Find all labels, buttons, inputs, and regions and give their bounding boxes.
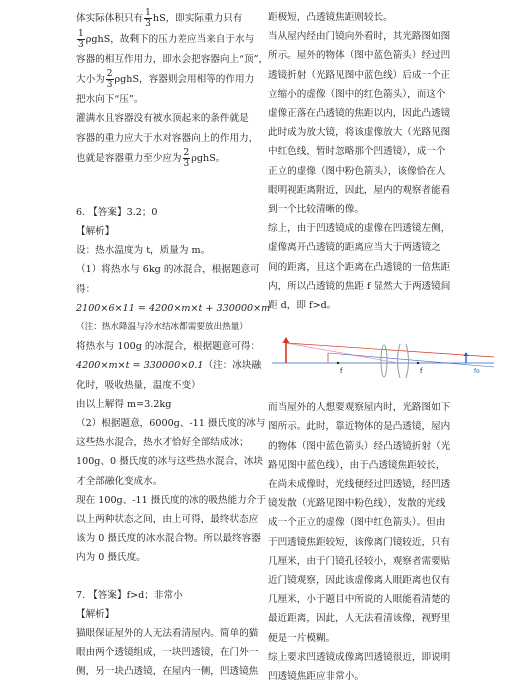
fraction-denominator: 3 xyxy=(145,19,151,29)
paragraph-line: 该为 0 摄氏度的冰水混合物。所以最终容器 xyxy=(76,533,261,545)
fraction-denominator: 3 xyxy=(183,158,190,169)
paragraph-line: 得： xyxy=(76,283,96,295)
paragraph-line: 100g、0 摄氏度的冰与这些热水混合，冰块 xyxy=(76,456,264,468)
paragraph-line: 几厘米，由于门镜孔径较小，观察者需要贴 xyxy=(268,555,451,567)
paragraph-line: 现在 100g、-11 摄氏度的冰的吸热能力介于 xyxy=(76,494,266,506)
fraction xyxy=(183,148,191,169)
paragraph-line: 到一个比较清晰的像。 xyxy=(268,204,364,216)
concave-lens xyxy=(398,344,409,378)
paragraph-line: 而当屋外的人想要观察屋内时，光路图如下 xyxy=(268,402,451,414)
paragraph-line: 透镜折射（光路见图中蓝色线）后成一个正 xyxy=(268,69,451,81)
paragraph-line xyxy=(76,8,276,29)
text: ρghS，故剩下的压力差应当来自于水与 xyxy=(85,34,255,45)
object-arrowhead xyxy=(464,352,469,356)
optics-diagram xyxy=(268,323,498,388)
paragraph-line: 在尚未成像时，光线便经过凹透镜，经凹透 xyxy=(268,479,451,491)
paragraph-line xyxy=(76,29,276,50)
paragraph-line: 立缩小的虚像（图中的红色箭头），而这个 xyxy=(268,88,446,100)
paragraph-line: 于凹透镜焦距较短，该像离门镜较近，只有 xyxy=(268,536,451,548)
paragraph-line xyxy=(76,148,276,169)
fraction-denominator: 3 xyxy=(78,40,84,50)
paragraph-line: 把水向下“压”。 xyxy=(76,94,144,106)
paragraph-line: 眼明视距离附近，因此，屋内的观察者能看 xyxy=(268,184,451,196)
paragraph-line: 中红色线，暂时忽略那个凹透镜），成一个 xyxy=(268,146,446,158)
paragraph-line: 距极短，凸透镜焦距则较长。 xyxy=(268,12,393,23)
paragraph-line: 容器的重力应大于水对容器向上的作用力， xyxy=(76,132,259,144)
paragraph-line: 最近距离，因此，人无法看清该像，视野里 xyxy=(268,613,451,625)
paragraph-line: 距 d，即 f>d。 xyxy=(268,300,337,312)
paragraph-line: （注：热水降温与冷水结冰都需要放出热量） xyxy=(76,322,248,333)
paragraph-line: 这些热水混合，热水才恰好全部结成冰； xyxy=(76,437,249,449)
ray-diagram-svg xyxy=(268,323,498,385)
paragraph-line: 内，所以凸透镜的焦距 f 显然大于两透镜间 xyxy=(268,280,451,292)
paragraph-line: 正立的虚像（图中粉色箭头），该像恰在人 xyxy=(268,165,446,177)
paragraph-line: 眼由两个透镜组成，一块凹透镜，在门外一 xyxy=(76,647,259,659)
focal-label: f xyxy=(340,367,343,376)
red-ray xyxy=(286,343,494,357)
paragraph-line: 图所示。此时，靠近物体的是凸透镜，屋内 xyxy=(268,421,451,433)
paragraph-line: 当从屋内经由门镜向外看时，其光路图如图 xyxy=(268,31,451,43)
analysis-label: 【解析】 xyxy=(76,226,115,238)
paragraph-line: （2）根据题意，6000g、-11 摄氏度的冰与 xyxy=(76,418,266,430)
paragraph-line: 猫眼保证屋外的人无法看清屋内。简单的猫 xyxy=(76,628,259,640)
paragraph-line: 将热水与 100g 的冰混合，根据题意可得： xyxy=(76,341,261,353)
paragraph-line: 此时成为放大镜，将该虚像放大（光路见图 xyxy=(268,127,451,139)
paragraph-line xyxy=(76,69,276,90)
paragraph-line: 设：热水温度为 t，质量为 m。 xyxy=(76,245,211,257)
text: ρghS。 xyxy=(191,152,226,164)
virtual-image-arrowhead xyxy=(283,337,290,343)
paragraph-line: 镜发散（光路见图中粉色线），发散的光线 xyxy=(268,498,446,510)
right-column xyxy=(268,8,498,686)
fraction-numerator: 1 xyxy=(145,8,151,18)
equation: 4200×m×t = 330000×0.1 xyxy=(76,360,204,372)
fraction-numerator: 2 xyxy=(106,69,113,80)
fraction-numerator: 2 xyxy=(183,147,190,158)
text: 体实际体积只有 xyxy=(76,13,144,24)
paragraph-line: 灌满水且容器没有被水顶起来的条件就是 xyxy=(76,113,249,125)
left-column xyxy=(76,8,276,682)
focal-point xyxy=(337,362,339,364)
paragraph-line: 虚像离开凸透镜的距离应当大于两透镜之 xyxy=(268,242,441,254)
paragraph-line: 虚像正落在凸透镜的焦距以内，因此凸透镜 xyxy=(268,108,451,120)
fraction xyxy=(77,29,85,50)
paragraph-line: 由以上解得 m=3.2kg xyxy=(76,398,172,410)
paragraph-line: 内为 0 摄氏度。 xyxy=(76,552,146,564)
fraction-numerator: 1 xyxy=(78,29,84,39)
text: 大小为 xyxy=(76,74,105,86)
paragraph-line: 路见图中蓝色线），由于凸透镜焦距较长， xyxy=(268,459,446,471)
analysis-label: 【解析】 xyxy=(76,608,115,620)
paragraph-line: （1）将热水与 6kg 的冰混合，根据题意可 xyxy=(76,264,260,276)
spacer xyxy=(76,169,276,203)
paragraph-line: 侧，另一块凸透镜，在屋内一侧，凹透镜焦 xyxy=(76,666,259,678)
paragraph-line: 间的距离，且这个距离在凸透镜的一倍焦距 xyxy=(268,261,451,273)
text: hS，即实际重力只有 xyxy=(152,13,243,24)
paragraph-line: 综上要求凹透镜成像离凹透镜很近，即说明 xyxy=(268,651,451,663)
fraction xyxy=(106,69,114,90)
fraction xyxy=(144,8,152,29)
paragraph-line: 近门镜观察，因此该虚像离人眼距离也仅有 xyxy=(268,575,451,587)
object-label: fo xyxy=(474,368,480,376)
paragraph-line: 容器的相互作用力，即水会把容器向上“顶”， xyxy=(76,54,269,65)
text: ρghS，容器则会用相等的作用力 xyxy=(114,74,255,86)
paragraph-line: 几厘米，小于题目中所说的人眼能看清楚的 xyxy=(268,594,451,606)
text: 也就是容器重力至少应为 xyxy=(76,152,182,164)
paragraph-line: 成一个正立的虚像（图中红色箭头）。但由 xyxy=(268,517,446,529)
paragraph-line: 凹透镜焦距应非常小。 xyxy=(268,671,364,683)
focal-point xyxy=(417,362,419,364)
focal-label: f xyxy=(420,367,423,376)
equation: 2100×6×11 = 4200×m×t + 330000×m xyxy=(76,302,271,314)
paragraph-line: 综上，由于凹透镜成的虚像在凹透镜左侧， xyxy=(268,223,451,235)
fraction-denominator: 3 xyxy=(106,80,113,91)
spacer xyxy=(76,568,276,586)
paragraph-line: 所示。屋外的物体（图中蓝色箭头）经过凹 xyxy=(268,50,451,62)
paragraph-line xyxy=(76,356,276,375)
answer-heading: 6. 【答案】3.2；0 xyxy=(76,206,158,218)
answer-heading: 7. 【答案】f>d；非常小 xyxy=(76,589,183,601)
paragraph-line: 才全部融化变成水。 xyxy=(76,475,163,487)
paragraph-line: 以上两种状态之间，由上可得，最终状态应 xyxy=(76,514,259,526)
paragraph-line: 化时，吸收热量，温度不变） xyxy=(76,379,201,391)
paragraph-line: 便是一片模糊。 xyxy=(268,632,336,644)
paragraph-line: 的物体（图中蓝色箭头）经凸透镜折射（光 xyxy=(268,440,451,452)
text: （注：冰块融 xyxy=(203,360,262,372)
